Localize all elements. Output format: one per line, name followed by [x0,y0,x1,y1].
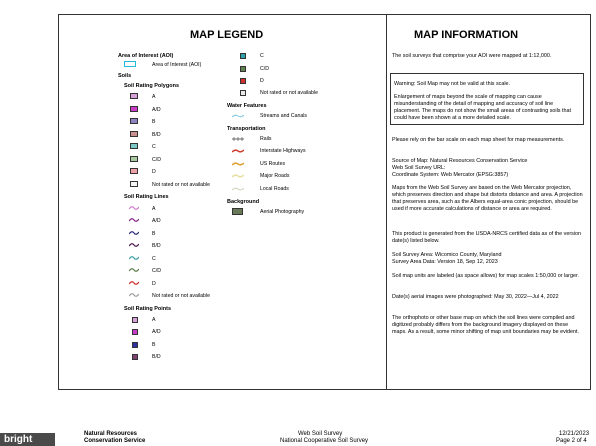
bright-watermark-logo: bright [0,433,55,446]
line-symbol-c [129,255,139,261]
point-label-a: A [152,317,156,323]
point-swatch-b [132,342,138,348]
coordinate-system: Coordinate System: Web Mercator (EPSG:3857) [392,171,509,178]
line-label-c: C [152,256,156,262]
local-roads-symbol [232,186,244,192]
us-routes-symbol [232,161,244,167]
polygon-label-c: C [152,144,156,150]
point-label-bd: B/D [152,354,161,360]
line-symbol-a [129,205,139,211]
lines-heading: Soil Rating Lines [124,194,169,200]
line-label-ad: A/D [152,218,161,224]
polygon-swatch-ad [130,106,138,112]
polygon-swatch-a [130,93,138,99]
aoi-label: Area of Interest (AOI) [152,62,202,68]
transport-heading: Transportation [227,126,266,132]
line-label-a: A [152,206,156,212]
line-label-b: B [152,231,156,237]
warning-heading: Warning: Soil Map may not be valid at this scale. [394,81,511,88]
point-label-c: C [260,53,264,59]
info-title: MAP INFORMATION [414,29,519,41]
source-of-map: Source of Map: Natural Resources Conservation Service [392,158,528,164]
info-ortho: The orthophoto or other base map on which the soil lines were compiled and digitized probably differs from the background imagery displayed on these maps. As a result, some minor shifting of map unit boundaries may be evident. [392,315,579,335]
aerial-photography-swatch [232,208,243,215]
web-soil-survey-url: Web Soil Survey URL: [392,164,446,171]
polygon-label-a: A [152,94,156,100]
aoi-heading: Area of Interest (AOI) [118,53,174,59]
major-roads-symbol [232,173,244,179]
info-survey-area [392,252,584,266]
column-divider [386,14,387,390]
transport-label-interstate: Interstate Highways [260,148,306,154]
line-label-nr: Not rated or not available [152,293,210,299]
line-symbol-bd [129,242,139,248]
polygon-swatch-b [130,118,138,124]
polygons-heading: Soil Rating Polygons [124,83,180,89]
line-symbol-cd [129,267,139,273]
survey-area-data: Survey Area Data: Version 18, Sep 12, 2023 [392,258,498,265]
warning-box [390,73,584,125]
footer-center-line2: National Cooperative Soil Survey [280,438,369,444]
point-swatch-c [240,53,246,59]
point-label-d: D [260,78,264,84]
polygon-label-bd: B/D [152,132,161,138]
footer-center-line1: Web Soil Survey [298,431,343,437]
point-swatch-ad [132,329,138,335]
footer-org-line1: Natural Resources [84,431,138,437]
point-label-nr: Not rated or not available [260,90,318,96]
polygon-label-nr: Not rated or not available [152,182,210,188]
point-label-cd: C/D [260,66,269,72]
info-rely: Please rely on the bar scale on each map sheet for map measurements. [392,137,565,143]
info-scale: The soil surveys that comprise your AOI were mapped at 1:12,000. [392,53,552,59]
point-swatch-nr [240,90,246,96]
line-symbol-ad [129,217,139,223]
info-mercator: Maps from the Web Soil Survey are based on the Web Mercator projection, which preserves direction and shape but distorts distance and area. A projection that preserves area, such as the Albers equal-area conic projection, should be used if more accurate calculations of distance or area are required. [392,185,583,212]
polygon-swatch-d [130,168,138,174]
point-label-b: B [152,342,156,348]
point-swatch-cd [240,66,246,72]
water-label-streams: Streams and Canals [260,113,307,119]
point-swatch-bd [132,354,138,360]
background-label-aerial: Aerial Photography [260,209,305,215]
soils-heading: Soils [118,73,132,79]
soil-survey-area: Soil Survey Area: Wicomico County, Maryland [392,252,502,258]
transport-label-local-roads: Local Roads [260,186,289,192]
legend-title: MAP LEGEND [190,29,264,41]
line-label-bd: B/D [152,243,161,249]
transport-label-rails: Rails [260,136,272,142]
warning-body: Enlargement of maps beyond the scale of mapping can cause misunderstanding of the detail of mapping and accuracy of soil line placement. The maps do not show the small areas of contrasting soils that could have been shown at a more detailed scale. [394,94,571,122]
point-label-ad: A/D [152,329,161,335]
footer-org-line2: Conservation Service [84,438,146,444]
line-symbol-b [129,230,139,236]
water-heading: Water Features [227,103,267,109]
footer-date: 12/21/2023 [559,431,590,437]
rails-symbol [232,136,244,142]
points-heading: Soil Rating Points [124,306,172,312]
info-units: Soil map units are labeled (as space allows) for map scales 1:50,000 or larger. [392,273,579,279]
polygon-label-d: D [152,169,156,175]
line-symbol-nr [129,292,139,298]
background-heading: Background [227,199,260,205]
info-dates: Date(s) aerial images were photographed: May 30, 2022—Jul 4, 2022 [392,294,559,300]
aoi-swatch [124,61,136,67]
info-product: This product is generated from the USDA-NRCS certified data as of the version date(s) listed below. [392,231,582,244]
interstate-symbol [232,148,244,154]
transport-label-us-routes: US Routes [260,161,286,167]
transport-label-major-roads: Major Roads [260,173,290,179]
polygon-label-ad: A/D [152,107,161,113]
polygon-label-b: B [152,119,156,125]
polygon-swatch-c [130,143,138,149]
polygon-swatch-nr [130,181,138,187]
polygon-swatch-cd [130,156,138,162]
stream-symbol [232,113,244,119]
line-label-d: D [152,281,156,287]
info-source [392,158,584,179]
line-symbol-d [129,280,139,286]
point-swatch-a [132,317,138,323]
line-label-cd: C/D [152,268,161,274]
point-swatch-d [240,78,246,84]
polygon-swatch-bd [130,131,138,137]
polygon-label-cd: C/D [152,157,161,163]
footer-page-number: Page 2 of 4 [556,438,587,444]
